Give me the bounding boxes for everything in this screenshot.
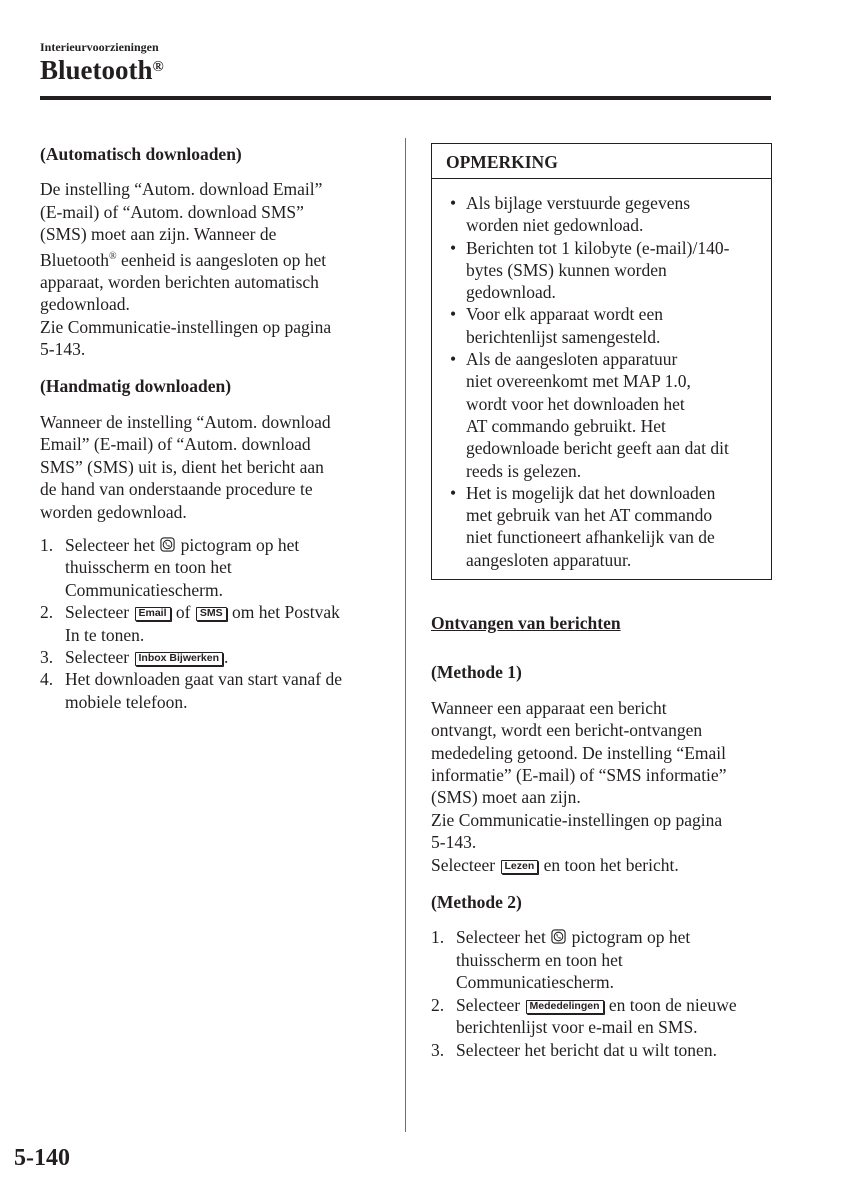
note-item: • Als bijlage verstuurde gegevens worden niet gedownload. [450, 193, 691, 236]
note-item: • Het is mogelijk dat het downloaden met gebruik van het AT commando niet functioneert afhankelijk van de aangesloten apparatuur. [450, 482, 716, 570]
text-line: gedownload. [40, 294, 130, 315]
note-item: • Als de aangesloten apparatuur niet overeenkomt met MAP 1.0, wordt voor het downloaden het AT commando gebruikt. Het gedownloade bericht geeft aan dat dit reeds is gelezen. [450, 349, 729, 481]
text-line: SMS” (SMS) uit is, dient het bericht aan [40, 456, 324, 477]
auto-download-heading: (Automatisch downloaden) [40, 144, 242, 164]
step-number: 1. [40, 534, 54, 555]
bullet: • [450, 193, 457, 213]
page-title [40, 54, 164, 86]
method2-heading: (Methode 2) [431, 892, 522, 913]
step-number: 4. [40, 669, 54, 690]
registered-mark: ® [109, 250, 117, 262]
page-title-text: Bluetooth [40, 55, 153, 85]
step-number: 3. [40, 646, 54, 667]
text-line: Wanneer een apparaat een bericht [431, 697, 667, 718]
text-line: (E-mail) of “Autom. download SMS” [40, 201, 304, 222]
text-line: Selecteer Lezen en toon het bericht. [431, 854, 679, 875]
text-line: Bluetooth® eenheid is aangesloten op het [40, 249, 327, 270]
phone-icon [551, 929, 566, 944]
email-button[interactable]: Email [135, 607, 171, 621]
auto-download-text [40, 178, 390, 360]
inbox-update-button[interactable]: Inbox Bijwerken [135, 652, 224, 666]
text-line: 5-143. [431, 832, 477, 853]
text-line: 5-143. [40, 339, 86, 360]
registered-mark: ® [152, 59, 164, 75]
step-item: 1. Selecteer het pictogram op het thuisscherm en toon het Communicatiescherm. [431, 927, 691, 993]
step-item: 4. Het downloaden gaat van start vanaf de mobiele telefoon. [40, 669, 342, 712]
step-number: 2. [431, 994, 445, 1015]
right-column [431, 612, 776, 1061]
manual-steps [40, 534, 390, 713]
bullet: • [450, 304, 457, 325]
title-rule [40, 96, 771, 100]
manual-download-text [40, 411, 390, 523]
text-line: (SMS) moet aan zijn. [431, 787, 581, 808]
left-column [40, 143, 390, 713]
text-line: worden gedownload. [40, 501, 187, 522]
notifications-button[interactable]: Mededelingen [526, 1000, 604, 1014]
receive-messages-heading: Ontvangen van berichten [431, 613, 621, 633]
note-box [431, 143, 772, 580]
text-line: mededeling getoond. De instelling “Email [431, 742, 726, 763]
step-item: 3. Selecteer Inbox Bijwerken . [40, 646, 229, 667]
bullet: • [450, 237, 457, 258]
step-number: 1. [431, 927, 445, 948]
column-divider [405, 138, 406, 1132]
text-line: de hand van onderstaande procedure te [40, 479, 313, 500]
bullet: • [450, 349, 457, 370]
note-list [432, 179, 771, 571]
text-line: informatie” (E-mail) of “SMS informatie” [431, 765, 727, 786]
page-number: 5-140 [14, 1145, 70, 1171]
note-header: OPMERKING [432, 144, 771, 179]
text-line: Zie Communicatie-instellingen op pagina [431, 809, 723, 830]
text-line: (SMS) moet aan zijn. Wanneer de [40, 224, 277, 245]
text-line: Zie Communicatie-instellingen op pagina [40, 316, 332, 337]
step-number: 3. [431, 1039, 445, 1060]
text-line: apparaat, worden berichten automatisch [40, 271, 319, 292]
manual-download-heading: (Handmatig downloaden) [40, 376, 232, 397]
method1-heading: (Methode 1) [431, 662, 522, 683]
step-item: 2. Selecteer Mededelingen en toon de nieuwe berichtenlijst voor e-mail en SMS. [431, 994, 737, 1038]
section-label: Interieurvoorzieningen [40, 40, 159, 54]
note-item: • Voor elk apparaat wordt een berichtenlijst samengesteld. [450, 304, 663, 347]
text-line: Wanneer de instelling “Autom. download [40, 411, 331, 432]
step-item: 1. Selecteer het pictogram op het thuisscherm en toon het Communicatiescherm. [40, 534, 300, 600]
step-item: 2. Selecteer Email of SMS om het Postvak In te tonen. [40, 602, 340, 645]
text-line: De instelling “Autom. download Email” [40, 179, 323, 200]
phone-icon [160, 537, 175, 552]
method2-steps [431, 926, 776, 1060]
method1-text [431, 697, 776, 876]
step-number: 2. [40, 602, 54, 623]
step-item: 3. Selecteer het bericht dat u wilt tonen. [431, 1039, 717, 1060]
text-line: Email” (E-mail) of “Autom. download [40, 434, 311, 455]
text-line: ontvangt, wordt een bericht-ontvangen [431, 720, 703, 741]
bullet: • [450, 482, 457, 503]
note-item: • Berichten tot 1 kilobyte (e-mail)/140- bytes (SMS) kunnen worden gedownload. [450, 237, 730, 303]
read-button[interactable]: Lezen [501, 860, 539, 874]
sms-button[interactable]: SMS [196, 607, 227, 621]
